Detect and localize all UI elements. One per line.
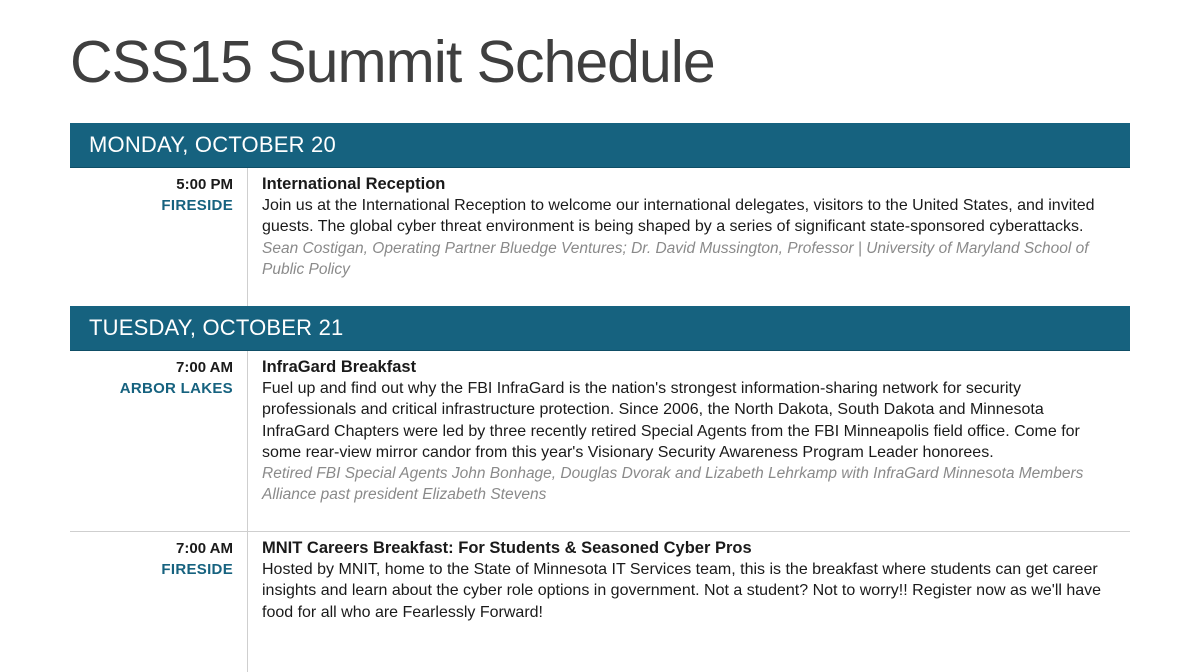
- event-description: Hosted by MNIT, home to the State of Minnesota IT Services team, this is the breakfast where students can get career insights and learn about the cyber role options in government. Not a student? Not to worry!! Register now as we'll have food for all who are Fearlessly Forward!: [262, 561, 1102, 621]
- event-meta: [70, 351, 248, 531]
- event-time: 7:00 AM: [176, 359, 233, 376]
- schedule: [70, 123, 1130, 672]
- event-infragard-breakfast: [70, 351, 1130, 531]
- event-location: FIRESIDE: [161, 197, 233, 214]
- event-speakers: Sean Costigan, Operating Partner Bluedge Ventures; Dr. David Mussington, Professor | University of Maryland School of Public Policy: [262, 239, 1089, 278]
- day-header-monday: MONDAY, OCTOBER 20: [70, 123, 1130, 168]
- event-description: Join us at the International Reception to welcome our international delegates, visitors to the United States, and invited guests. The global cyber threat environment is being shaped by a series of significant state-sponsored cyberattacks.: [262, 197, 1095, 236]
- event-body: [248, 168, 1130, 306]
- event-body: [248, 351, 1130, 531]
- event-meta: [70, 532, 248, 672]
- event-title: InfraGard Breakfast: [262, 358, 417, 376]
- event-meta: [70, 168, 248, 306]
- event-title: MNIT Careers Breakfast: For Students & Seasoned Cyber Pros: [262, 539, 752, 557]
- event-time: 5:00 PM: [176, 176, 233, 193]
- event-location: FIRESIDE: [161, 561, 233, 578]
- event-body: [248, 532, 1130, 672]
- page-title: CSS15 Summit Schedule: [70, 29, 715, 95]
- event-time: 7:00 AM: [176, 540, 233, 557]
- event-title: International Reception: [262, 175, 446, 193]
- day-header-tuesday: TUESDAY, OCTOBER 21: [70, 306, 1130, 351]
- event-mnit-careers-breakfast: [70, 531, 1130, 672]
- event-international-reception: [70, 168, 1130, 306]
- event-description: Fuel up and find out why the FBI InfraGard is the nation's strongest information-sharing network for security professionals and critical infrastructure protection. Since 2006, the North Dakota, South Dakota and Minnesota InfraGard Chapters were led by three recently retired Special Agents from the FBI Minneapolis field office. Come for some rear-view mirror candor from this year's Visionary Security Awareness Program Leader honorees.: [262, 380, 1080, 461]
- event-speakers: Retired FBI Special Agents John Bonhage, Douglas Dvorak and Lizabeth Lehrkamp with InfraGard Minnesota Members Alliance past president Elizabeth Stevens: [262, 465, 1084, 504]
- event-location: ARBOR LAKES: [119, 380, 233, 397]
